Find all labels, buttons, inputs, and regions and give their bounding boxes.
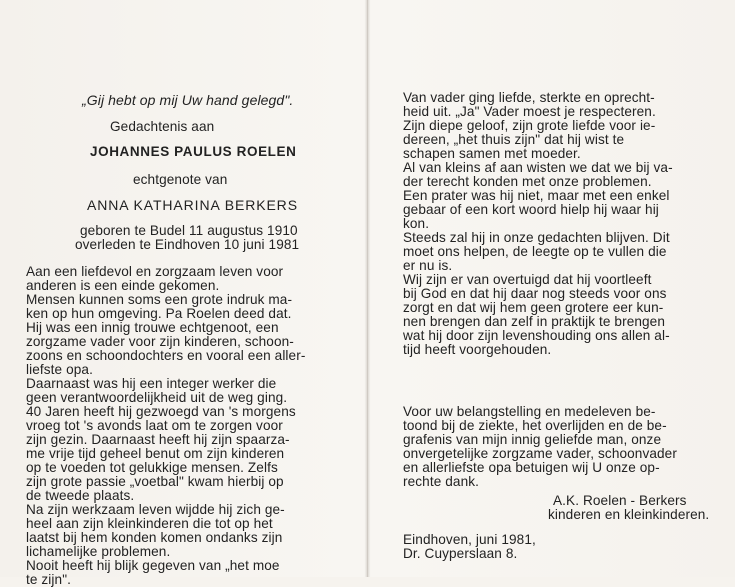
text-line: Wij zijn er van overtuigd dat hij voortleeft xyxy=(403,272,652,287)
text-line: heel aan zijn kleinkinderen die tot op het xyxy=(26,516,273,531)
death-line: overleden te Eindhoven 10 juni 1981 xyxy=(75,237,300,252)
text-line: moet ons helpen, de leegte op te vullen die xyxy=(403,244,667,259)
address: Dr. Cuyperslaan 8. xyxy=(403,546,518,561)
text-line: laatst bij hem konden komen ondanks zijn xyxy=(26,530,283,545)
text-line: Aan een liefdevol en zorgzaam leven voor xyxy=(26,264,284,279)
text-line: kon. xyxy=(403,216,430,231)
text-line: der terecht konden met onze problemen. xyxy=(403,174,652,189)
text-line: wat hij door zijn levenshouding ons allen al- xyxy=(403,328,670,343)
signature-family: kinderen en kleinkinderen. xyxy=(548,507,710,522)
birth-line: geboren te Budel 11 augustus 1910 xyxy=(80,223,298,238)
text-line: dereen, „het thuis zijn" dat hij wist te xyxy=(403,132,625,147)
text-line: zijn gezin. Daarnaast heeft hij zijn spaarza- xyxy=(26,432,290,447)
text-line: Al van kleins af aan wisten we dat we bij va- xyxy=(403,160,673,175)
text-line: Hij was een innig trouwe echtgenoot, een xyxy=(26,320,279,335)
text-line: Een prater was hij niet, maar met een enkel xyxy=(403,188,670,203)
text-line: nen brengen dan zelf in praktijk te brengen xyxy=(403,314,666,329)
text-line: me vrije tijd geheel benut om zijn kinderen xyxy=(26,446,285,461)
spouse-label: echtgenote van xyxy=(133,172,228,187)
text-line: tijd heeft voorgehouden. xyxy=(403,342,552,357)
text-line: op te voeden tot gelukkige mensen. Zelfs xyxy=(26,460,278,475)
text-line: anderen is een einde gekomen. xyxy=(26,278,220,293)
text-line: Nooit heeft hij blijk gegeven van „het moe xyxy=(26,558,280,573)
text-line: de tweede plaats. xyxy=(26,488,135,503)
text-line: zoons en schoondochters en vooral een aller- xyxy=(26,348,306,363)
text-line: Steeds zal hij in onze gedachten blijven. Dit xyxy=(403,230,670,245)
text-line: Zijn diepe geloof, zijn grote liefde voor ie- xyxy=(403,118,656,133)
text-line: gebaar of een kort woord hielp hij waar hij xyxy=(403,202,659,217)
text-line: Mensen kunnen soms een grote indruk ma- xyxy=(26,292,293,307)
text-line: lichamelijke problemen. xyxy=(26,544,171,559)
text-line: er nu is. xyxy=(403,258,453,273)
text-line: onvergetelijke zorgzame vader, schoonvader xyxy=(403,446,677,461)
place-date: Eindhoven, juni 1981, xyxy=(403,532,536,547)
text-line: ken op hun omgeving. Pa Roelen deed dat. xyxy=(26,306,292,321)
text-line: te zijn". xyxy=(26,572,72,587)
text-line: Van vader ging liefde, sterkte en oprecht- xyxy=(403,90,655,105)
quote: „Gij hebt op mij Uw hand gelegd". xyxy=(82,92,294,108)
spouse-name: ANNA KATHARINA BERKERS xyxy=(87,197,298,213)
text-line: vroeg tot 's avonds laat om te zorgen voor xyxy=(26,418,283,433)
text-line: Daarnaast was hij een integer werker die xyxy=(26,376,277,391)
text-line: schapen samen met moeder. xyxy=(403,146,581,161)
text-line: rechte dank. xyxy=(403,474,480,489)
deceased-name: JOHANNES PAULUS ROELEN xyxy=(90,144,297,159)
text-line: bij God en dat hij daar nog steeds voor ons xyxy=(403,286,667,301)
text-line: en allerliefste opa betuigen wij U onze op- xyxy=(403,460,660,475)
text-line: heid uit. „Ja" Vader moest je respecteren. xyxy=(403,104,656,119)
left-panel xyxy=(0,0,367,587)
memorial-heading: Gedachtenis aan xyxy=(110,119,215,134)
text-line: zorgt en dat wij hem geen grotere eer kun- xyxy=(403,300,664,315)
text-line: Voor uw belangstelling en medeleven be- xyxy=(403,404,656,419)
text-line: zorgzame vader voor zijn kinderen, schoon- xyxy=(26,334,294,349)
text-line: zijn grote passie „voetbal" kwam hierbij op xyxy=(26,474,284,489)
right-panel xyxy=(368,0,735,577)
signature: A.K. Roelen - Berkers xyxy=(553,493,687,508)
text-line: toond bij de ziekte, het overlijden en de be- xyxy=(403,418,667,433)
text-line: geen verantwoordelijkheid uit de weg ging. xyxy=(26,390,288,405)
text-line: grafenis van mijn innig geliefde man, onze xyxy=(403,432,662,447)
text-line: 40 Jaren heeft hij gezwoegd van 's morgens xyxy=(26,404,296,419)
text-line: liefste opa. xyxy=(26,362,93,377)
text-line: Na zijn werkzaam leven wijdde hij zich ge- xyxy=(26,502,285,517)
